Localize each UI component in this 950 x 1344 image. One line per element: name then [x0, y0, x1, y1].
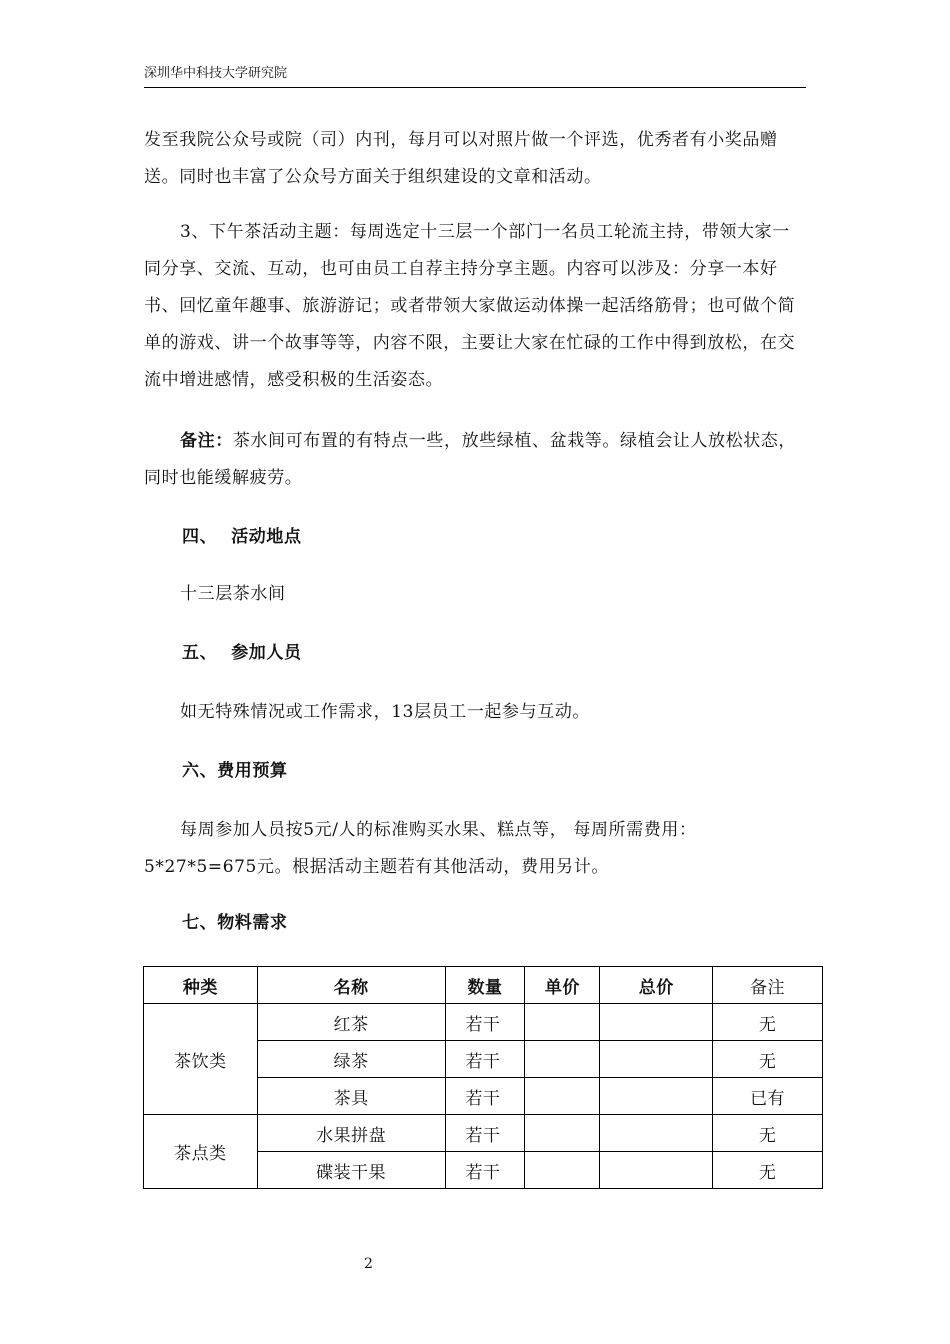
qty-cell: 若干 — [445, 1041, 525, 1078]
paragraph-note — [144, 423, 806, 497]
note-cell: 无 — [713, 1041, 823, 1078]
total-price-cell — [600, 1078, 713, 1115]
section-heading-location — [182, 525, 302, 549]
unit-price-cell — [525, 1004, 600, 1041]
section-heading-materials: 七、物料需求 — [182, 913, 288, 933]
table-header-cell: 名称 — [257, 967, 445, 1004]
total-price-cell — [600, 1115, 713, 1152]
note-label: 备注： — [180, 431, 233, 451]
table-header-cell: 数量 — [445, 967, 525, 1004]
page-header — [144, 66, 806, 88]
note-text: 茶水间可布置的有特点一些，放些绿植、盆栽等。绿植会让人放松状态，同时也能缓解疲劳。 — [144, 431, 797, 488]
table-row — [144, 1004, 823, 1041]
total-price-cell — [600, 1004, 713, 1041]
unit-price-cell — [525, 1078, 600, 1115]
participants-body: 如无特殊情况或工作需求，13层员工一起参与互动。 — [180, 702, 591, 722]
section-heading-participants — [182, 641, 302, 665]
item-name-cell: 碟装干果 — [257, 1152, 445, 1189]
item-name-cell: 茶具 — [257, 1078, 445, 1115]
qty-cell: 若干 — [445, 1004, 525, 1041]
location-body: 十三层茶水间 — [180, 584, 286, 604]
header-org-name: 深圳华中科技大学研究院 — [144, 66, 288, 81]
total-price-cell — [600, 1152, 713, 1189]
unit-price-cell — [525, 1115, 600, 1152]
category-cell: 茶点类 — [144, 1115, 258, 1189]
qty-cell: 若干 — [445, 1152, 525, 1189]
item-name-cell: 绿茶 — [257, 1041, 445, 1078]
item-name-cell: 红茶 — [257, 1004, 445, 1041]
section-title: 参加人员 — [231, 643, 302, 663]
note-cell: 无 — [713, 1004, 823, 1041]
unit-price-cell — [525, 1152, 600, 1189]
section-number: 四、 — [182, 527, 218, 547]
item-name-cell: 水果拼盘 — [257, 1115, 445, 1152]
table-header-cell: 种类 — [144, 967, 258, 1004]
section-heading-budget: 六、费用预算 — [182, 761, 288, 781]
unit-price-cell — [525, 1041, 600, 1078]
paragraph-tea-theme: 3、下午茶活动主题：每周选定十三层一个部门一名员工轮流主持，带领大家一同分享、交流、互动，也可由员工自荐主持分享主题。内容可以涉及：分享一本好书、回忆童年趣事、旅游游记；或者带领大家做运动体操一起活络筋骨；也可做个简单的游戏、讲一个故事等等，内容不限，主要让大家在忙碌的工作中得到放松，在交流中增进感情，感受积极的生活姿态。 — [144, 222, 796, 390]
table-header-row — [144, 967, 823, 1004]
budget-body: 每周参加人员按5元/人的标准购买水果、糕点等， 每周所需费用：5*27*5=675元。根据活动主题若有其他活动，费用另计。 — [144, 820, 697, 877]
section-number: 五、 — [182, 643, 218, 663]
category-cell: 茶饮类 — [144, 1004, 258, 1115]
table-row — [144, 1115, 823, 1152]
page-number: 2 — [364, 1256, 373, 1272]
qty-cell: 若干 — [445, 1115, 525, 1152]
table-header-cell: 总价 — [600, 967, 713, 1004]
note-cell: 无 — [713, 1152, 823, 1189]
table-header-cell: 备注 — [713, 967, 823, 1004]
section-title: 活动地点 — [231, 527, 302, 547]
note-cell: 无 — [713, 1115, 823, 1152]
total-price-cell — [600, 1041, 713, 1078]
table-header-cell: 单价 — [525, 967, 600, 1004]
paragraph-photo-contest: 发至我院公众号或院（司）内刊，每月可以对照片做一个评选，优秀者有小奖品赠送。同时也丰富了公众号方面关于组织建设的文章和活动。 — [144, 130, 778, 187]
note-cell: 已有 — [713, 1078, 823, 1115]
materials-table — [143, 966, 823, 1189]
qty-cell: 若干 — [445, 1078, 525, 1115]
